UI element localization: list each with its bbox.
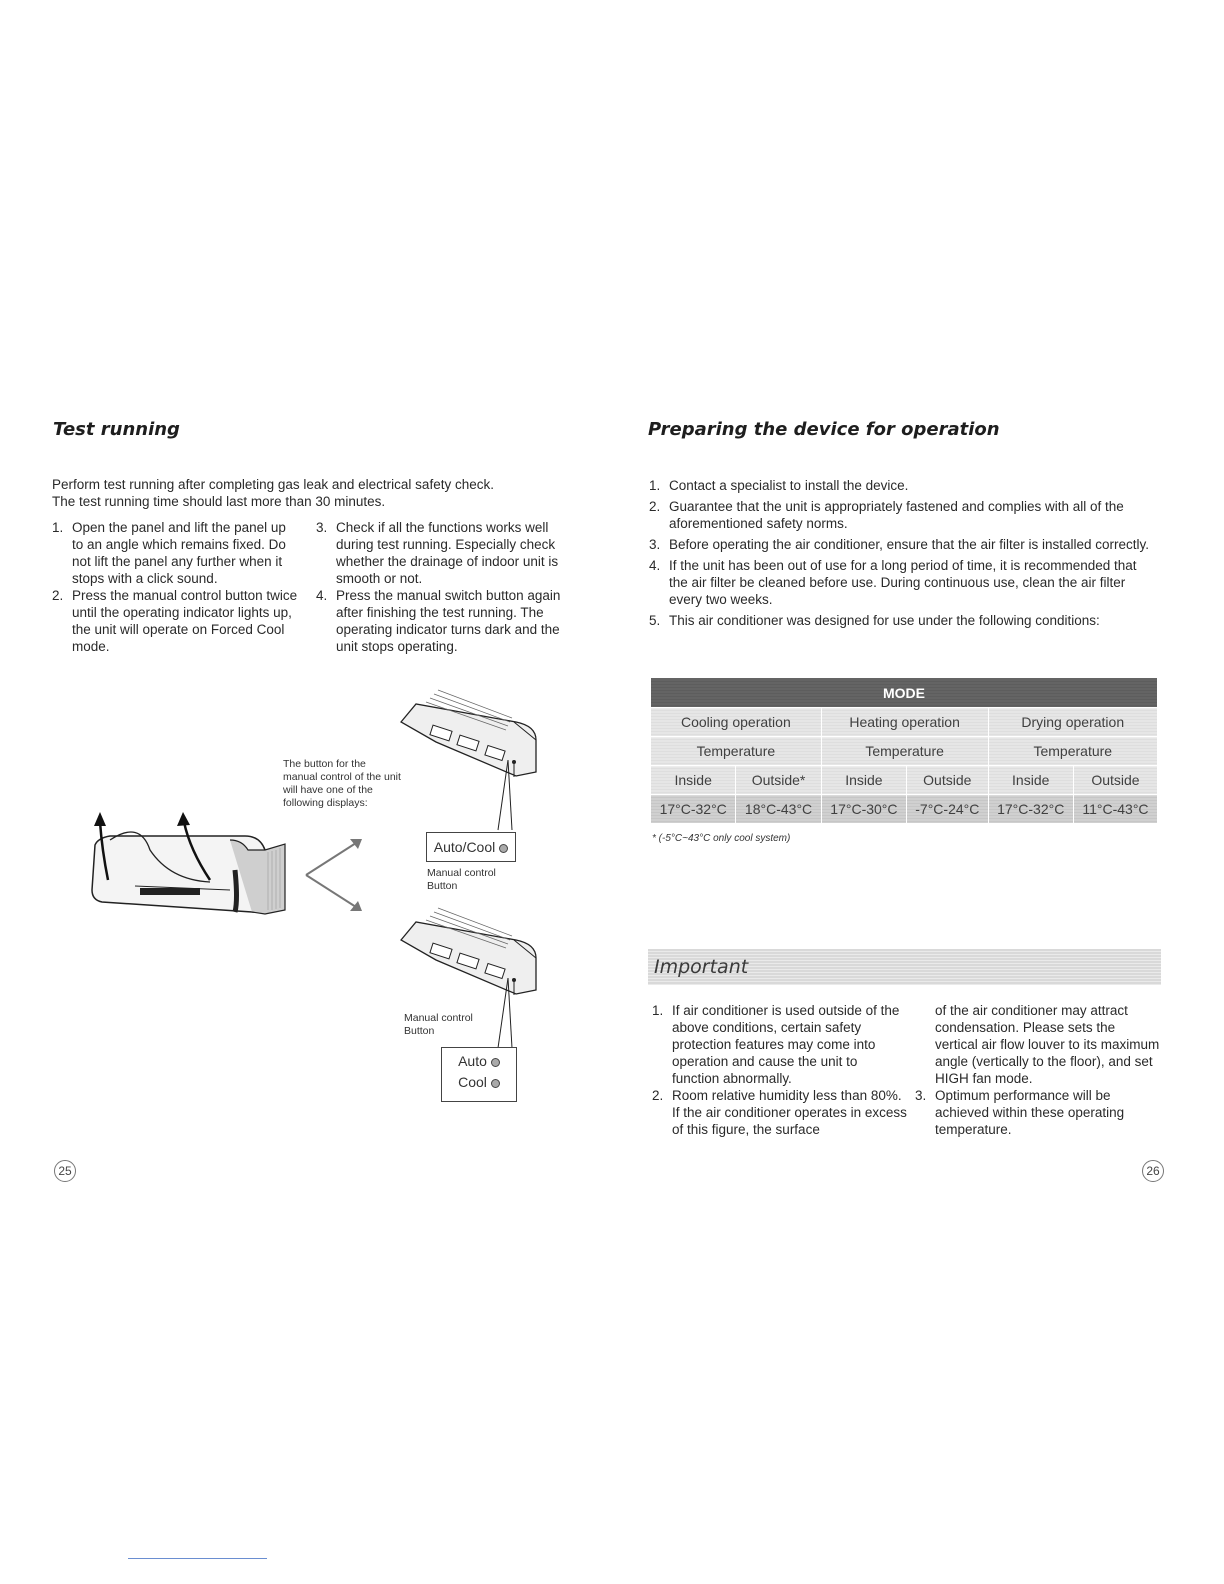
intro-line-2: The test running time should last more than 30 minutes.	[52, 494, 386, 509]
step-number: 1.	[52, 520, 64, 535]
list-item	[652, 1002, 908, 1087]
mode-conditions-table	[650, 677, 1158, 824]
step-number: 1.	[649, 478, 661, 493]
table-cell: -7°C-24°C	[907, 795, 988, 824]
step-text: Optimum performance will be achieved within these operating temperature.	[935, 1088, 1125, 1137]
list-item	[652, 1087, 908, 1138]
inside-label: Inside	[821, 766, 906, 795]
auto-cool-display	[426, 832, 516, 862]
inside-label: Inside	[988, 766, 1073, 795]
list-item	[649, 477, 1159, 494]
indicator-light-icon	[491, 1079, 500, 1088]
mode-header: MODE	[651, 678, 1158, 708]
step-number: 4.	[649, 558, 661, 573]
step-number: 4.	[316, 588, 328, 603]
table-cell: 17°C-32°C	[988, 795, 1073, 824]
step-number: 2.	[52, 588, 64, 603]
table-cell: 18°C-43°C	[736, 795, 821, 824]
page-number-right: 26	[1142, 1160, 1164, 1182]
temperature-label: Temperature	[651, 737, 822, 766]
step-text: Press the manual control button twice until the operating indicator lights up, the unit will operate on Forced Cool mode.	[72, 588, 298, 654]
step-number: 3.	[316, 520, 328, 535]
outside-label: Outside*	[736, 766, 821, 795]
test-steps-col2	[316, 519, 574, 655]
step-text: of the air conditioner may attract condensation. Please sets the vertical air flow louver to its maximum angle (vertically to the floor), and set HIGH fan mode.	[935, 1003, 1160, 1086]
outside-label: Outside	[907, 766, 988, 795]
important-notes-col1	[652, 1002, 908, 1138]
mode-drying: Drying operation	[988, 708, 1157, 737]
auto-cool-label: Auto/Cool	[433, 839, 496, 855]
list-item	[52, 587, 300, 655]
table-footnote: * (-5°C~43°C only cool system)	[652, 833, 791, 844]
step-number: 3.	[649, 537, 661, 552]
step-text: Open the panel and lift the panel up to an angle which remains fixed. Do not lift the panel any further when it stops with a click sound.	[72, 520, 286, 586]
step-text: If air conditioner is used outside of the above conditions, certain safety protection features may come into operation and cause the unit to function abnormally.	[672, 1003, 900, 1086]
manual-control-label-2: Manual control Button	[404, 1012, 473, 1037]
manual-control-label-1: Manual control Button	[427, 867, 496, 892]
branch-arrows	[298, 835, 368, 915]
button-display-caption: The button for the manual control of the unit will have one of the following displays:	[283, 758, 401, 809]
step-text: Press the manual switch button again after finishing the test running. The operating indicator turns dark and the unit stops operating.	[336, 588, 561, 654]
step-number: 3.	[915, 1088, 927, 1103]
auto-and-cool-display	[441, 1047, 517, 1102]
leader-lines-2	[490, 978, 530, 1050]
step-text: Room relative humidity less than 80%. If the air conditioner operates in excess of this figure, the surface	[672, 1088, 907, 1137]
table-cell: 17°C-30°C	[821, 795, 906, 824]
list-item	[915, 1002, 1161, 1087]
list-item	[649, 612, 1159, 629]
test-steps-col1	[52, 519, 300, 655]
page-number-left: 25	[54, 1160, 76, 1182]
intro-line-1: Perform test running after completing gas leak and electrical safety check.	[52, 477, 494, 492]
mode-cooling: Cooling operation	[651, 708, 822, 737]
step-text: If the unit has been out of use for a long period of time, it is recommended that the air filter be cleaned before use. During continuous use, clean the air filter every two weeks.	[669, 558, 1137, 607]
step-text: Check if all the functions works well during test running. Especially check whether the drainage of indoor unit is smooth or not.	[336, 520, 559, 586]
list-item	[915, 1087, 1161, 1138]
indicator-light-icon	[499, 844, 508, 853]
list-item	[649, 498, 1159, 532]
list-item	[649, 557, 1159, 608]
table-cell: 11°C-43°C	[1073, 795, 1157, 824]
preparation-steps	[649, 477, 1159, 633]
temperature-label: Temperature	[988, 737, 1157, 766]
cool-label: Cool	[458, 1074, 487, 1090]
step-text: This air conditioner was designed for use under the following conditions:	[669, 613, 1100, 628]
indoor-unit-illustration	[80, 810, 290, 920]
bottom-rule	[128, 1558, 267, 1559]
leader-lines-1	[490, 760, 530, 835]
step-number: 2.	[649, 499, 661, 514]
step-text: Before operating the air conditioner, ensure that the air filter is installed correctly.	[669, 537, 1150, 552]
mode-heating: Heating operation	[821, 708, 988, 737]
step-text: Contact a specialist to install the device.	[669, 478, 909, 493]
step-number: 2.	[652, 1088, 664, 1103]
auto-label: Auto	[458, 1053, 487, 1069]
temperature-label: Temperature	[821, 737, 988, 766]
table-cell: 17°C-32°C	[651, 795, 736, 824]
step-number: 5.	[649, 613, 661, 628]
outside-label: Outside	[1073, 766, 1157, 795]
right-page-title: Preparing the device for operation	[648, 419, 1000, 440]
important-notes-col2	[915, 1002, 1161, 1138]
list-item	[649, 536, 1159, 553]
list-item	[52, 519, 300, 587]
left-page-title: Test running	[53, 419, 180, 440]
list-item	[316, 587, 574, 655]
important-banner	[648, 949, 1161, 985]
step-text: Guarantee that the unit is appropriately fastened and complies with all of the aforementioned safety norms.	[669, 499, 1124, 531]
step-number: 1.	[652, 1003, 664, 1018]
important-title: Important	[654, 956, 749, 978]
list-item	[316, 519, 574, 587]
inside-label: Inside	[651, 766, 736, 795]
indicator-light-icon	[491, 1058, 500, 1067]
